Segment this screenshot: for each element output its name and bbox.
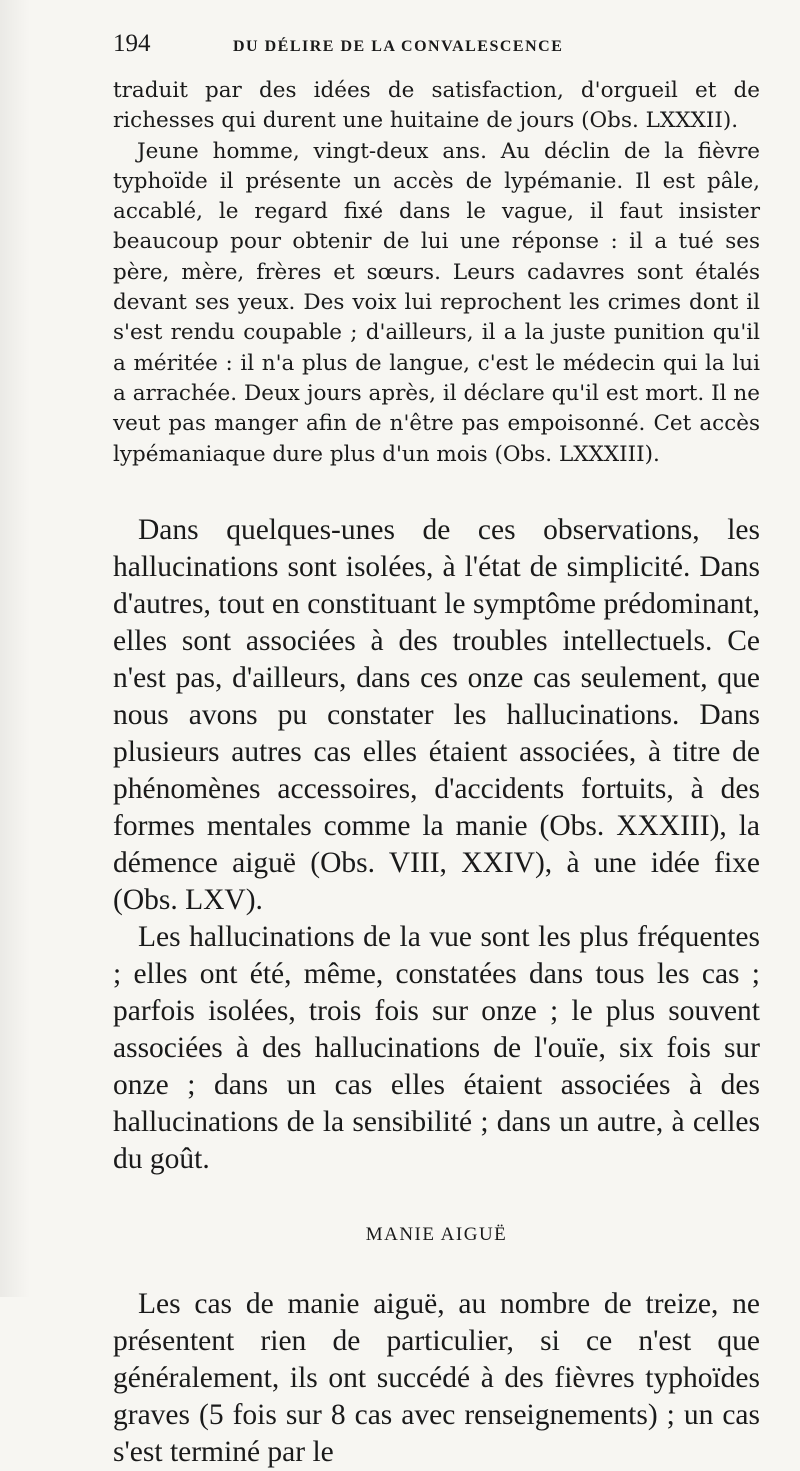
- running-title: DU DÉLIRE DE LA CONVALESCENCE: [233, 38, 564, 55]
- body-text: [113, 512, 760, 1178]
- section-body: [113, 1286, 760, 1471]
- observation-paragraph: Jeune homme, vingt-deux ans. Au déclin de la fièvre typhoïde il présente un accès de lypémanie. Il est pâle, accablé, le regard fixé dans le vague, il faut insister beaucoup pour obtenir de lui une réponse : il a tué ses père, mère, frères et sœurs. Leurs cadavres sont étalés devant ses yeux. Des voix lui reprochent les crimes dont il s'est rendu coupable ; d'ailleurs, il a la juste punition qu'il a méritée : il n'a plus de langue, c'est le médecin qui la lui a arrachée. Deux jours après, il déclare qu'il est mort. Il ne veut pas manger afin de n'être pas empoisonné. Cet accès lypémaniaque dure plus d'un mois (Obs. LXXXIII).: [113, 138, 760, 467]
- body-paragraph: Les hallucinations de la vue sont les plus fréquentes ; elles ont été, même, constatées dans tous les cas ; parfois isolées, trois fois sur onze ; le plus souvent associées à des hallucinations de l'ouïe, six fois sur onze ; dans un cas elles étaient associées à des hallucinations de la sensibilité ; dans un autre, à celles du goût.: [113, 920, 760, 1175]
- page-header: [113, 30, 760, 70]
- body-paragraph: Dans quelques-unes de ces observations, les hallucinations sont isolées, à l'état de simplicité. Dans d'autres, tout en constituant le symptôme prédominant, elles sont associées à des troubles intellectuels. Ce n'est pas, d'ailleurs, dans ces onze cas seulement, que nous avons pu constater les hallucinations. Dans plusieurs autres cas elles étaient associées, à titre de phénomènes accessoires, d'accidents fortuits, à des formes mentales comme la manie (Obs. XXXIII), la démence aiguë (Obs. VIII, XXIV), à une idée fixe (Obs. LXV).: [113, 513, 760, 916]
- body-paragraph: Les cas de manie aiguë, au nombre de treize, ne présentent rien de particulier, si ce n'est que généralement, ils ont succédé à des fièvres typhoïdes graves (5 fois sur 8 cas avec renseignements) ; un cas s'est terminé par le: [113, 1287, 760, 1468]
- section-heading: MANIE AIGUË: [365, 1223, 508, 1245]
- observation-paragraph: traduit par des idées de satisfaction, d'orgueil et de richesses qui durent une huitaine de jours (Obs. LXXXII).: [113, 78, 760, 134]
- page-number: 194: [113, 30, 151, 57]
- observation-notes: [113, 76, 760, 470]
